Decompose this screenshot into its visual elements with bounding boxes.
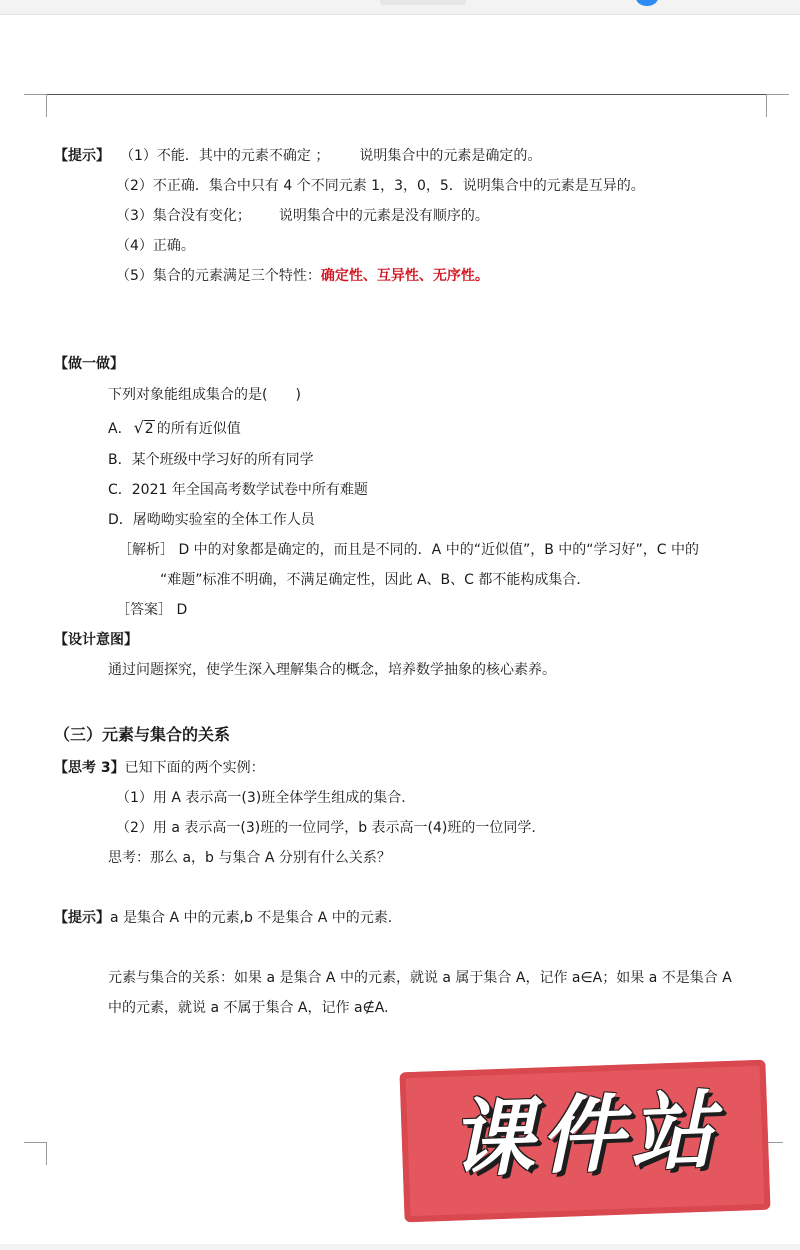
practice-tag: 【做一做】 [54, 356, 124, 372]
practice-option-d: D．屠呦呦实验室的全体工作人员 [108, 512, 315, 528]
page-header-line [46, 94, 766, 95]
hint1-line2: （2）不正确．集合中只有 4 个不同元素 1，3，0，5．说明集合中的元素是互异的。 [116, 178, 645, 194]
hint1-line5 [116, 266, 489, 286]
hint1-line3 [116, 206, 489, 226]
think3-tag: 【思考 3】 [54, 760, 125, 776]
option-a-prefix: A． [108, 421, 132, 437]
margin-corner-top-right [766, 94, 789, 117]
option-a-suffix: 的所有近似值 [156, 421, 241, 437]
hint2-line [54, 908, 392, 928]
hint2-text: a 是集合 A 中的元素,b 不是集合 A 中的元素. [110, 910, 393, 926]
sqrt-radicand: 2 [144, 421, 154, 437]
hint1-item1-prefix: （1）不能．其中的元素不确定 ； [120, 148, 330, 164]
practice-analysis-line2: “难题”标准不明确，不满足确定性，因此 A、B、C 都不能构成集合． [160, 572, 591, 588]
section3-heading: （三）元素与集合的关系 [54, 725, 231, 744]
practice-answer: ［答案］ D [116, 602, 188, 618]
margin-corner-top-left [24, 94, 47, 117]
practice-option-a [108, 418, 241, 439]
hint1-item5-prefix: （5）集合的元素满足三个特性： [116, 268, 321, 284]
app-bottom-bar [0, 1244, 800, 1250]
hint2-tag: 【提示】 [54, 910, 110, 926]
hint1-line1 [54, 146, 541, 166]
sqrt-expression: √2 [133, 418, 154, 437]
hint1-item3-prefix: （3）集合没有变化； [116, 208, 251, 224]
watermark-stamp [399, 1060, 770, 1223]
top-tab[interactable] [380, 0, 466, 5]
design-text: 通过问题探究，使学生深入理解集合的概念，培养数学抽象的核心素养。 [108, 662, 556, 678]
practice-option-c: C．2021 年全国高考数学试卷中所有难题 [108, 482, 368, 498]
hint1-tag: 【提示】 [54, 148, 110, 164]
think3-text: 已知下面的两个实例： [124, 760, 265, 776]
think3-line [54, 758, 265, 778]
app-top-bar [0, 0, 800, 15]
hint1-item1-suffix: 说明集合中的元素是确定的。 [359, 148, 542, 164]
margin-corner-bottom-left [24, 1142, 47, 1165]
stamp-text: 课件站 [448, 1081, 722, 1189]
hint1-line4: （4）正确。 [116, 238, 195, 254]
practice-analysis-line1: ［解析］ D 中的对象都是确定的，而且是不同的．A 中的“近似值”，B 中的“学习好”，C 中的 [118, 542, 699, 558]
relation-line2: 中的元素，就说 a 不属于集合 A，记作 a∉A. [108, 1000, 389, 1016]
notification-dot[interactable] [636, 0, 658, 6]
design-tag: 【设计意图】 [54, 632, 138, 648]
practice-option-b: B．某个班级中学习好的所有同学 [108, 452, 314, 468]
think3-question: 思考：那么 a，b 与集合 A 分别有什么关系？ [108, 850, 391, 866]
think3-item1: （1）用 A 表示高一(3)班全体学生组成的集合. [116, 790, 406, 806]
think3-item2: （2）用 a 表示高一(3)班的一位同学，b 表示高一(4)班的一位同学. [116, 820, 536, 836]
relation-line1: 元素与集合的关系：如果 a 是集合 A 中的元素，就说 a 属于集合 A，记作 a∈A；如果 a 不是集合 A [108, 970, 732, 986]
hint1-item5-highlight: 确定性、互异性、无序性。 [320, 268, 489, 284]
hint1-item3-suffix: 说明集合中的元素是没有顺序的。 [278, 208, 489, 224]
practice-question: 下列对象能组成集合的是( ) [108, 387, 301, 403]
